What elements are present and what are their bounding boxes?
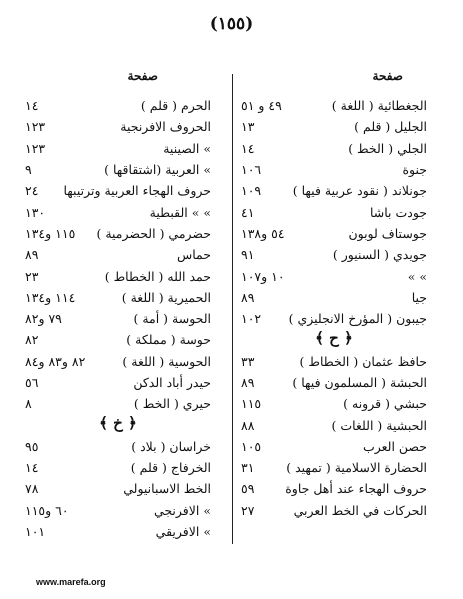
index-page-numbers: ٩١ [241,247,255,263]
index-term: جوستاف لوبون [348,225,427,241]
index-term: » » [407,268,427,284]
index-entry [241,414,427,435]
index-term: الحبشية ( اللغات ) [331,417,427,433]
section-letter-heading: ﴿ ح ﴾ [315,329,353,348]
index-term: » » القبطية [149,204,211,220]
index-term: خراسان ( بلاد ) [131,438,211,454]
index-entry [25,138,211,159]
index-entry [25,329,211,350]
index-page-numbers: ١٠١ [25,524,46,540]
index-term: حافظ عثمان ( الخطاط ) [299,353,427,369]
index-term: جيا [411,289,427,305]
index-term: جونلاند ( نقود عربية فيها ) [292,183,427,199]
index-page-numbers: ١١٥ [241,396,262,412]
index-page-numbers: ٨٩ [25,247,39,263]
index-page-numbers: ١٤ [241,140,255,156]
index-page-numbers: ٢٧ [241,502,255,518]
index-entry [241,138,427,159]
section-letter-heading: ﴿ خ ﴾ [99,414,137,433]
index-entry [25,223,211,244]
index-entry [25,244,211,265]
left-column-header: صفحة [127,69,158,83]
index-term: الحوسة ( أمة ) [133,311,211,327]
index-entry [241,223,427,244]
index-term: حروف الهجاء العربية وترتيبها [63,183,211,199]
index-term: حمد الله ( الخطاط ) [104,268,211,284]
right-index-column [241,95,427,521]
index-entry [25,393,211,414]
index-term: الحضارة الاسلامية ( تمهيد ) [286,460,427,476]
index-entry [25,180,211,201]
index-entry [241,180,427,201]
index-term: الحبشة ( المسلمون فيها ) [292,375,427,390]
index-entry [241,372,427,393]
index-entry [25,500,211,521]
index-entry [25,457,211,478]
index-entry [25,521,211,542]
index-term: حبشي ( قرونه ) [343,396,427,412]
index-page-numbers: ٨٩ [241,289,255,305]
index-term: الحرم ( قلم ) [140,98,211,114]
index-page-numbers: ١٠ و١٠٧ [241,268,285,284]
right-column-header: صفحة [372,69,403,83]
index-page-numbers: ٥٦ [25,375,39,390]
index-entry [241,351,427,372]
index-term: حيدر أباد الدكن [133,375,211,390]
index-page-numbers: ١١٤ و١٣٤ [25,289,76,305]
index-page-numbers: ١٠٩ [241,183,262,199]
index-entry [25,95,211,116]
index-entry [241,308,427,329]
left-index-column [25,95,211,542]
index-page-numbers: ٢٤ [25,183,39,199]
index-page-numbers: ٩ [25,162,32,178]
column-divider [232,74,233,544]
index-page-numbers: ٨٨ [241,417,255,433]
index-term: الخط الاسبانيولي [123,481,211,497]
index-term: حماس [176,247,211,263]
index-term: » الافريقي [155,524,211,540]
index-page-numbers: ١٠٥ [241,438,262,454]
index-entry [25,372,211,393]
index-entry [25,308,211,329]
index-page-numbers: ١٤ [25,98,39,114]
index-term: حصن العرب [362,438,427,454]
index-term: حوسة ( مملكة ) [126,332,211,348]
index-term: الحروف الافرنجية [120,119,211,135]
index-term: جودت باشا [369,204,427,220]
index-page-numbers: ٨٢ و٨٣ و٨٤ [25,353,86,369]
index-term: جنوة [402,162,427,178]
index-entry [25,116,211,137]
index-page-numbers: ٨٩ [241,375,255,390]
index-entry [241,287,427,308]
index-page-numbers: ٨٢ [25,332,39,348]
index-term: الحركات في الخط العربي [293,502,427,518]
index-entry [25,351,211,372]
index-entry [241,393,427,414]
index-entry [25,201,211,222]
index-term: الجليل ( قلم ) [354,119,427,135]
index-term: جيبون ( المؤرخ الانجليزي ) [288,311,427,327]
footer-url: www.marefa.org [36,577,106,587]
index-page-numbers: ٧٩ و٨٢ [25,311,62,327]
index-entry [241,478,427,499]
index-term: حروف الهجاء عند أهل جاوة [285,481,427,497]
index-term: الحوسية ( اللغة ) [122,353,211,369]
index-page-numbers: ٨ [25,396,32,412]
index-page-numbers: ١٢٣ [25,119,46,135]
index-entry [25,478,211,499]
index-entry [241,500,427,521]
index-entry [25,265,211,286]
index-page-numbers: ٣١ [241,460,255,476]
index-term: » الصينية [163,140,211,156]
index-entry [241,457,427,478]
index-term: جويدي ( السنيور ) [332,247,427,263]
index-page-numbers: ٧٨ [25,481,39,497]
index-page-numbers: ١٣٠ [25,204,46,220]
index-entry [25,287,211,308]
index-term: حيري ( الخط ) [133,396,211,412]
index-entry [241,159,427,180]
index-page-numbers: ٣٣ [241,353,255,369]
index-page-numbers: ٦٠ و١١٥ [25,502,69,518]
index-term: الحميرية ( اللغة ) [121,289,211,305]
index-term: الجلي ( الخط ) [348,140,427,156]
index-term: الخرفاج ( قلم ) [130,460,211,476]
index-page-numbers: ٩٥ [25,438,39,454]
index-entry [25,159,211,180]
index-term: حضرمي ( الحضرمية ) [96,225,211,241]
index-page-numbers: ١١٥ و١٣٤ [25,225,76,241]
index-entry [241,244,427,265]
index-entry [241,116,427,137]
index-page-numbers: ٤١ [241,204,255,220]
index-entry [241,265,427,286]
index-page-numbers: ٤٩ و ٥١ [241,98,282,114]
index-page-numbers: ١٠٢ [241,311,262,327]
index-entry [241,95,427,116]
index-page-numbers: ١٤ [25,460,39,476]
index-page-numbers: ٥٩ [241,481,255,497]
index-entry [25,436,211,457]
index-entry [241,201,427,222]
index-term: » الافرنجي [153,502,211,518]
index-page-numbers: ٥٤ و١٣٨ [241,225,285,241]
index-page-numbers: ١٢٣ [25,140,46,156]
index-page-numbers: ٢٣ [25,268,39,284]
index-entry [241,436,427,457]
index-page-numbers: ١٠٦ [241,162,262,178]
page-number: (١٥٥) [209,14,254,34]
index-page-numbers: ١٣ [241,119,255,135]
index-term: الجغطائية ( اللغة ) [331,98,427,114]
index-term: » العربية (اشتقاقها ) [104,162,211,178]
